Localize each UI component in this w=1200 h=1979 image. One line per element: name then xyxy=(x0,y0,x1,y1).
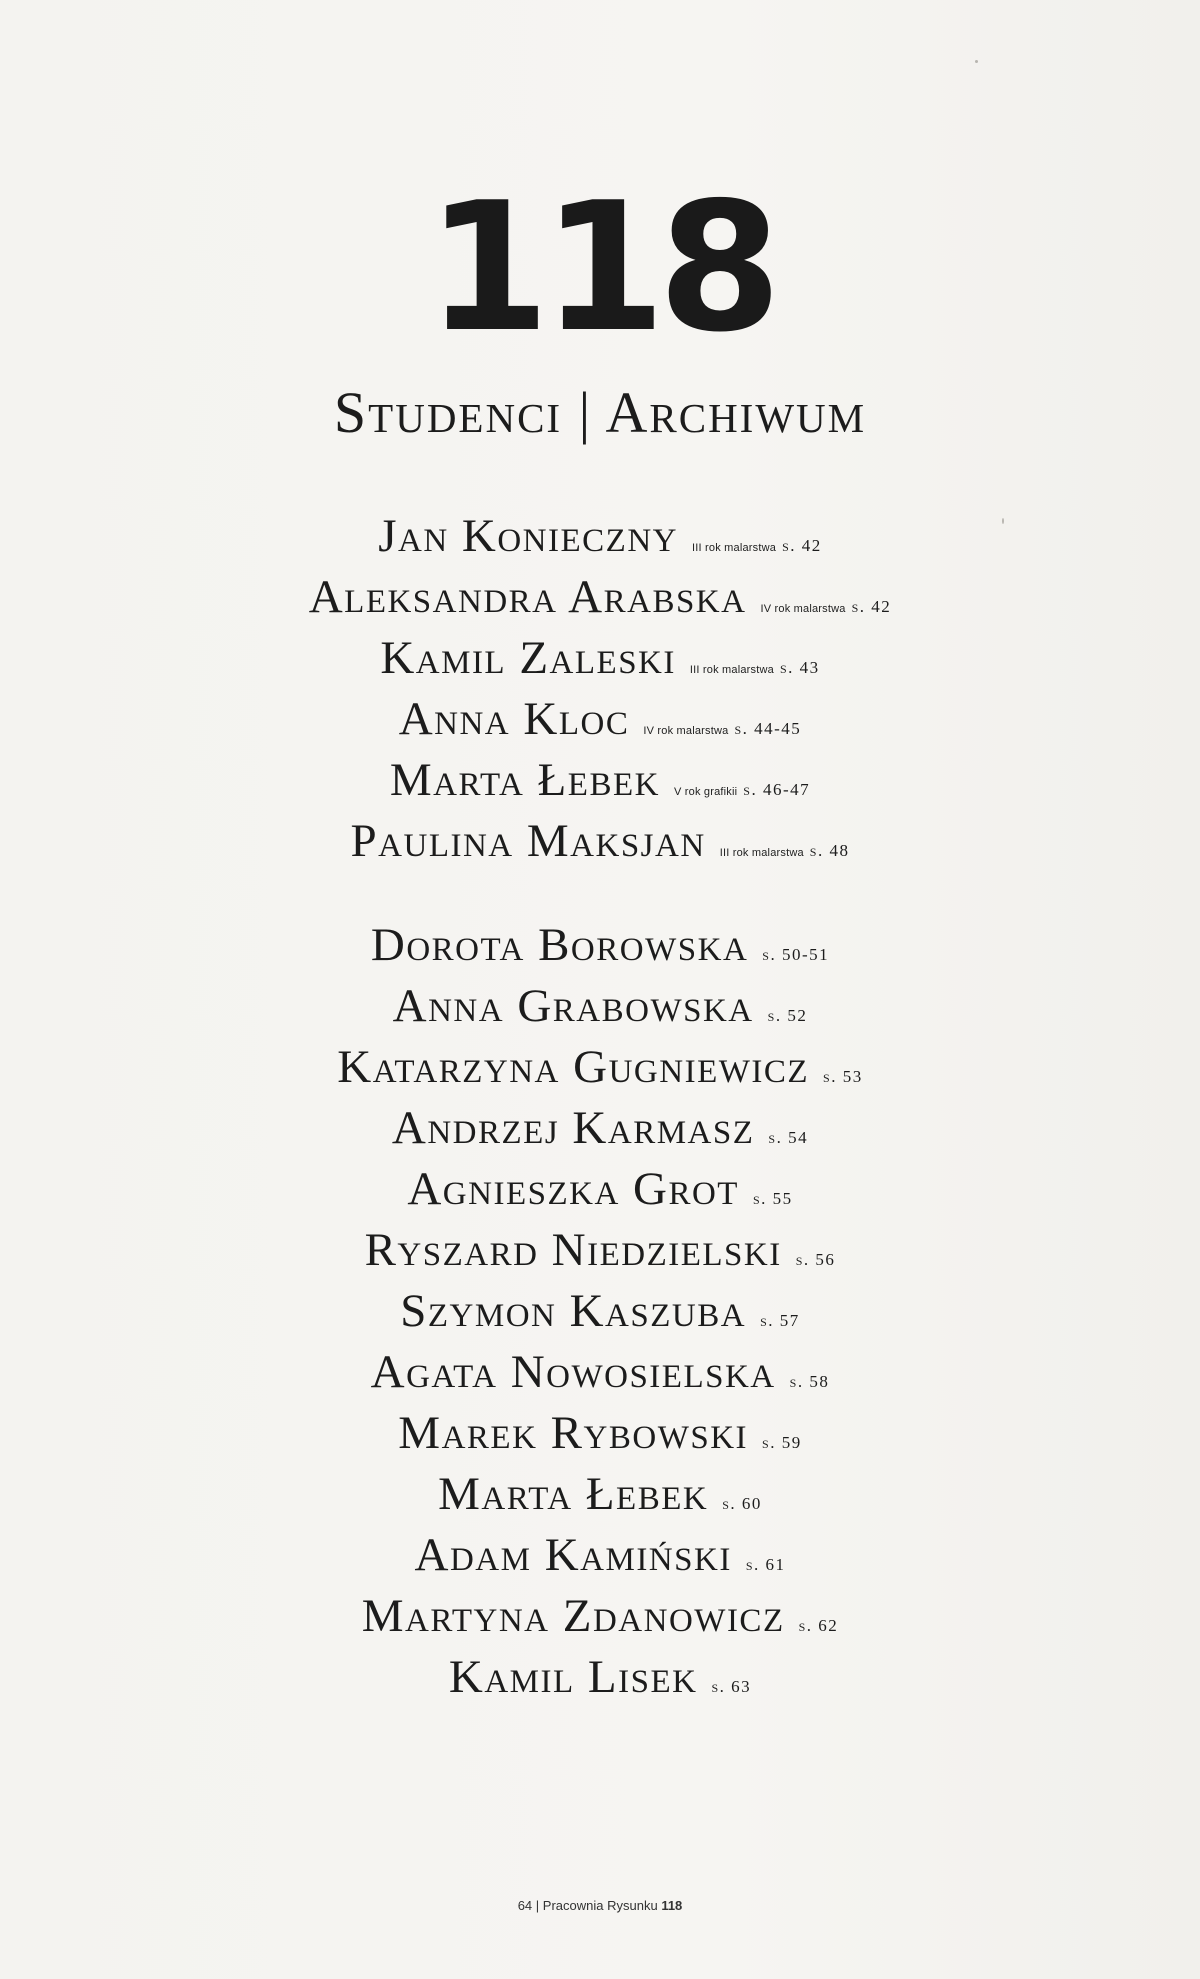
page-reference: s. 63 xyxy=(711,1677,752,1696)
list-item xyxy=(0,1159,1200,1220)
page-reference: s. 42 xyxy=(782,536,822,555)
student-year: III rok malarstwa xyxy=(719,847,804,859)
page-reference: s. 44-45 xyxy=(734,719,802,738)
list-item xyxy=(0,689,1200,750)
page-footer xyxy=(0,1898,1200,1913)
student-year: IV rok malarstwa xyxy=(760,603,846,615)
section-title: Studenci | Archiwum xyxy=(333,380,867,445)
page-reference: s. 50-51 xyxy=(762,945,830,964)
student-name: Martyna Zdanowicz xyxy=(361,1590,785,1642)
list-item xyxy=(0,1281,1200,1342)
footer-page-number: 64 xyxy=(517,1898,533,1913)
list-item xyxy=(0,1220,1200,1281)
student-name: Marta Łebek xyxy=(389,754,660,806)
student-year: IV rok malarstwa xyxy=(643,725,729,737)
student-year: III rok malarstwa xyxy=(689,664,774,676)
student-name: Marta Łebek xyxy=(438,1468,709,1520)
list-item xyxy=(0,915,1200,976)
page-reference: s. 58 xyxy=(789,1372,830,1391)
student-name: Kamil Lisek xyxy=(448,1651,698,1703)
page-reference: s. 43 xyxy=(779,658,820,677)
list-item xyxy=(0,750,1200,811)
page-reference: s. 56 xyxy=(795,1250,836,1269)
student-year: III rok malarstwa xyxy=(692,542,777,554)
page-reference: s. 52 xyxy=(767,1006,808,1025)
page-reference: s. 42 xyxy=(851,597,892,616)
list-item xyxy=(0,1098,1200,1159)
student-name: Paulina Maksjan xyxy=(350,815,706,867)
page-reference: s. 46-47 xyxy=(743,780,811,799)
page-reference: s. 48 xyxy=(809,841,850,860)
footer-publication: Pracownia Rysunku xyxy=(542,1898,658,1913)
list-item xyxy=(0,1586,1200,1647)
footer-brand-number: 118 xyxy=(661,1898,683,1913)
page-reference: s. 62 xyxy=(798,1616,839,1635)
list-item xyxy=(0,628,1200,689)
page-reference: s. 60 xyxy=(722,1494,762,1513)
student-name: Aleksandra Arabska xyxy=(308,571,747,623)
list-item xyxy=(0,1403,1200,1464)
student-name: Adam Kamiński xyxy=(414,1529,732,1581)
list-item xyxy=(0,567,1200,628)
student-name: Andrzej Karmasz xyxy=(391,1102,755,1154)
student-name: Ryszard Niedzielski xyxy=(364,1224,782,1276)
list-item xyxy=(0,1037,1200,1098)
student-year: V rok grafikii xyxy=(673,786,738,798)
current-students-list xyxy=(0,506,1200,872)
student-name: Marek Rybowski xyxy=(398,1407,749,1459)
student-name: Anna Kloc xyxy=(398,693,630,745)
list-item xyxy=(0,1464,1200,1525)
student-name: Kamil Zaleski xyxy=(380,632,676,684)
page-reference: s. 54 xyxy=(768,1128,809,1147)
page-reference: s. 53 xyxy=(823,1067,863,1086)
list-item xyxy=(0,976,1200,1037)
page-number-logo: 118 xyxy=(426,164,774,371)
student-name: Agata Nowosielska xyxy=(370,1346,776,1398)
footer-separator: | xyxy=(535,1898,540,1913)
student-name: Katarzyna Gugniewicz xyxy=(337,1041,810,1093)
page-reference: s. 57 xyxy=(760,1311,800,1330)
student-name: Jan Konieczny xyxy=(378,510,678,562)
student-name: Anna Grabowska xyxy=(392,980,754,1032)
list-item xyxy=(0,1647,1200,1708)
list-item xyxy=(0,506,1200,567)
list-item xyxy=(0,1525,1200,1586)
list-item xyxy=(0,811,1200,872)
page-reference: s. 55 xyxy=(752,1189,793,1208)
page-reference: s. 59 xyxy=(762,1433,802,1452)
student-name: Dorota Borowska xyxy=(370,919,749,971)
archive-students-list xyxy=(0,915,1200,1708)
student-name: Szymon Kaszuba xyxy=(400,1285,747,1337)
paper-speck xyxy=(975,60,978,63)
list-item xyxy=(0,1342,1200,1403)
student-name: Agnieszka Grot xyxy=(407,1163,739,1215)
page-reference: s. 61 xyxy=(745,1555,786,1574)
